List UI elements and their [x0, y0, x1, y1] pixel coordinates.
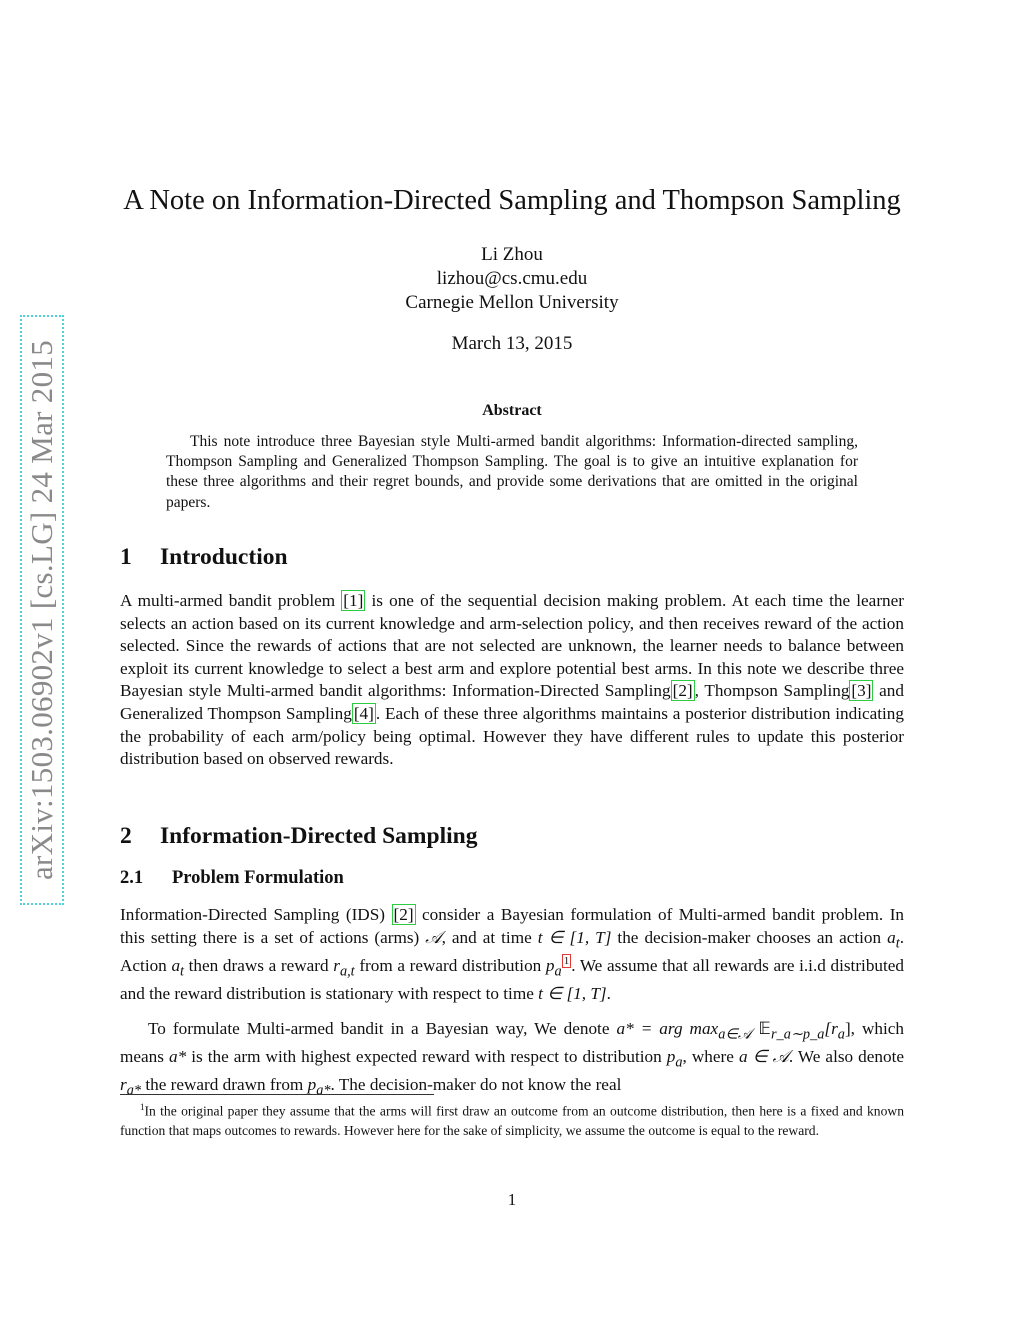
citation-link[interactable]: [1]: [343, 591, 364, 610]
author-name: Li Zhou: [481, 244, 543, 265]
section-title: Introduction: [160, 544, 288, 570]
citation-link[interactable]: [2]: [672, 681, 693, 701]
problem-formulation-paragraph: Information-Directed Sampling (IDS) [2] consider a Bayesian formulation of Multi-armed bandit problem. In this setting there is a set of actions (arms) 𝒜, and at time t ∈ [1, T] the decision-maker chooses an action $a_t$. Action $a_t$ then draws a reward $r_{a,t}$ from a reward distribution $p_a^1$ . We assume that all rewards are i.i.d distributed and the reward distribution is stationary with respect to time t ∈ [1, T].: [120, 905, 905, 1003]
introduction-paragraph: A multi-armed bandit problem [1] is one of the sequential decision making problem. At each time the learner selects an action based on its current knowledge and arm-selection policy, and then receives reward of the action selected. Since the rewards of actions that are not selected are unknown, the learner needs to balance between exploit its current knowledge to select a best arm and explore potential best arms. In this note we describe three Bayesian style Multi-armed bandit algorithms: Information-Directed Sampling [2] , Thompson Sampling [3] and Generalized Thompson Sampling [4] . Each of these three algorithms maintains a posterior distribution indicating the probability of each arm/policy being optimal. However they have different rules to update this posterior distribution based on observed rewards.: [120, 591, 904, 769]
page-number: 1: [507, 1190, 517, 1209]
section-title: Information-Directed Sampling: [160, 823, 478, 849]
author-affiliation: Carnegie Mellon University: [405, 292, 619, 313]
footnote-divider: [120, 1094, 434, 1095]
section-number: 1: [120, 544, 132, 570]
subsection-title: Problem Formulation: [172, 868, 344, 888]
subsection-number: 2.1: [120, 868, 144, 888]
footnote-text: In the original paper they assume that the arms will first draw an outcome from an outcome distribution, then here is a fixed and known function that maps outcomes to rewards. However here for the sake of simplicity, we assume the outcome is equal to the reward.: [120, 1103, 904, 1138]
subsection-heading-problem-formulation: [120, 868, 344, 889]
footnote: [120, 1098, 904, 1140]
author-block: [100, 243, 924, 315]
citation-link[interactable]: [3]: [851, 681, 872, 701]
paper-title: A Note on Information-Directed Sampling and Thompson Sampling: [123, 185, 901, 216]
section-heading-ids: [120, 823, 477, 850]
section-number: 2: [120, 823, 132, 849]
section-heading-introduction: [120, 544, 288, 571]
citation-link[interactable]: [2]: [393, 905, 414, 924]
paper-date: March 13, 2015: [451, 333, 573, 354]
arxiv-id: arXiv:1503.06902v1 [cs.LG] 24 Mar 2015: [24, 339, 60, 881]
citation-link[interactable]: [4]: [353, 703, 374, 723]
author-email: lizhou@cs.cmu.edu: [436, 268, 588, 289]
abstract-text: This note introduce three Bayesian style Multi-armed bandit algorithms: Information-directed sampling, Thompson Sampling and Generalized Thompson Sampling. The goal is to give an intuitive explanation for these three algorithms and their regret bounds, and provide some derivations that are omitted in the original papers.: [166, 433, 858, 511]
bayesian-formulation-paragraph: To formulate Multi-armed bandit in a Bayesian way, We denote a* = arg $\max_{a\in 𝒜}$ $𝔼_{r\_a\sim p\_a}[r_a]$, which means a* is the arm with highest expected reward with respect to distribution $p_a$, where a ∈ 𝒜. We also denote $r_{a*}$ the reward drawn from $p_{a*}$. The decision-maker do not know the real: [120, 1019, 904, 1099]
footnote-mark: 1: [140, 1102, 145, 1112]
arxiv-stamp: [20, 315, 64, 905]
footnote-link[interactable]: 1: [563, 954, 570, 967]
abstract-heading: Abstract: [482, 402, 542, 419]
